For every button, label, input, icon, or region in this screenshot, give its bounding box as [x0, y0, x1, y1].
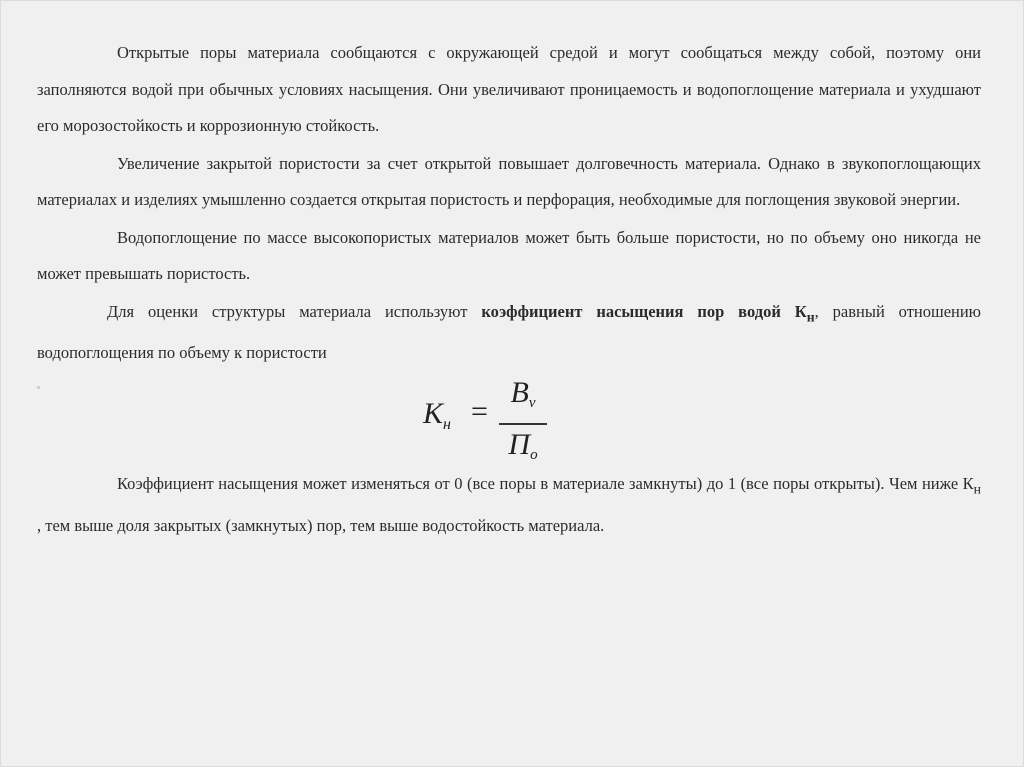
paragraph-saturation-coefficient	[37, 294, 981, 372]
paragraph-closed-porosity: Увеличение закрытой пористости за счет открытой повышает долговечность материала. Однако в звукопоглощающих материалах и изделиях умышленно создается открытая пористость и перфорация, необходимые для поглощения звуковой энергии.	[37, 153, 981, 209]
document-body	[37, 35, 981, 544]
saturation-bold-term-text: коэффициент насыщения пор водой К	[481, 301, 807, 321]
paragraph-water-absorption: Водопоглощение по массе высокопористых материалов может быть больше пористости, но по объему оно никогда не может превышать пористость.	[37, 227, 981, 283]
formula-lhs-subscript: н	[443, 415, 451, 433]
saturation-text-before: Для оценки структуры материала используют	[107, 301, 482, 321]
formula-fraction-bar	[499, 423, 547, 425]
paragraph-open-pores: Открытые поры материала сообщаются с окружающей средой и могут сообщаться между собой, поэтому они заполняются водой при обычных условиях насыщения. Они увеличивают проницаемость и водопоглощение материала и ухудшают его морозостойкость и коррозионную стойкость.	[37, 43, 981, 135]
saturation-text-after: , равный отношению водопоглощения по объему к пористости	[37, 301, 982, 363]
last-subscript: н	[973, 481, 981, 497]
saturation-bold-subscript: н	[806, 308, 815, 324]
formula-denominator-symbol: П	[508, 427, 531, 461]
formula-lhs-symbol: K	[423, 396, 444, 430]
formula-numerator-symbol: B	[510, 375, 529, 409]
formula-equals: =	[471, 394, 488, 428]
formula-numerator-subscript: v	[528, 394, 536, 411]
formula-fraction	[499, 374, 547, 473]
formula-lhs	[423, 396, 451, 444]
formula-denominator-subscript: o	[530, 446, 538, 463]
last-text-part1: Коэффициент насыщения может изменяться от 0 (все поры в материале замкнуты) до 1 (все поры открыты). Чем ниже К	[117, 473, 974, 493]
formula-row	[37, 374, 981, 466]
formula-numerator	[499, 374, 547, 422]
bullet-dot	[37, 386, 40, 389]
paragraph-coefficient-range	[37, 466, 981, 544]
saturation-bold-term	[481, 301, 815, 324]
last-text-part2: , тем выше доля закрытых (замкнутых) пор, тем выше водостойкость материала.	[37, 515, 605, 535]
formula-denominator	[499, 427, 547, 473]
